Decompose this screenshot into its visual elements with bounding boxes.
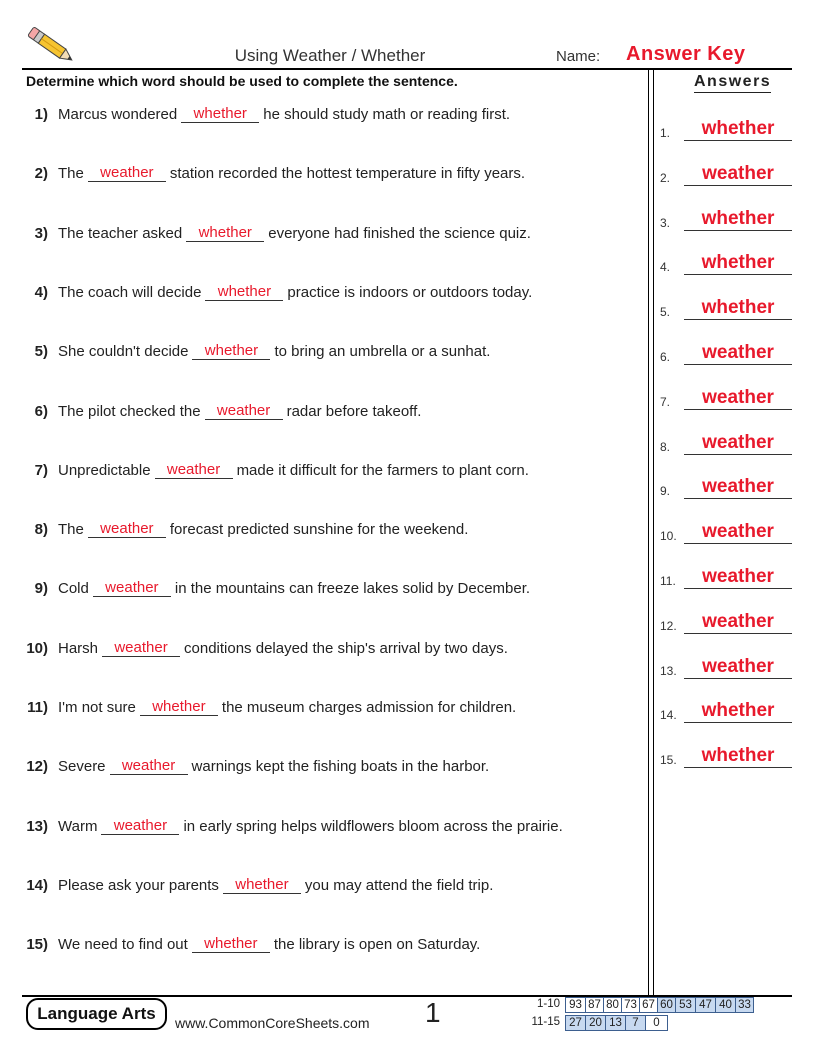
- answer-row: [660, 738, 792, 768]
- question-text-after: in early spring helps wildflowers bloom across the prairie.: [183, 817, 563, 835]
- question-text-before: I'm not sure: [58, 699, 136, 716]
- answer-number: 14.: [660, 708, 677, 723]
- answer-value: weather: [684, 656, 792, 679]
- page-number: 1: [425, 997, 441, 1028]
- answer-number: 6.: [660, 350, 671, 364]
- question-text-before: Cold: [58, 580, 89, 598]
- question-row: [22, 811, 563, 835]
- question-text-before: We need to find out: [58, 936, 188, 954]
- answer-row: [660, 290, 792, 320]
- question-text-after: to bring an umbrella or a sunhat.: [274, 343, 491, 361]
- site-url: www.CommonCoreSheets.com: [175, 1015, 370, 1031]
- question-text-after: made it difficult for the farmers to plant corn.: [236, 461, 529, 479]
- question-row: [22, 336, 490, 360]
- answer-value: weather: [684, 566, 792, 589]
- score-cell: 20: [585, 1015, 606, 1031]
- answer-blank: whether: [192, 342, 270, 360]
- answer-blank: weather: [88, 520, 166, 538]
- score-row-label: 1-10: [536, 998, 560, 1010]
- answer-row: [660, 111, 792, 141]
- answer-key-label: Answer Key: [626, 43, 746, 65]
- score-cell: 67: [639, 997, 658, 1013]
- answer-blank: weather: [205, 402, 283, 420]
- question-text-after: forecast predicted sunshine for the weekend.: [169, 521, 469, 539]
- question-text-after: station recorded the hottest temperature in fifty years.: [169, 165, 526, 183]
- subject-badge: Language Arts: [26, 998, 167, 1030]
- score-cell: 7: [625, 1015, 646, 1031]
- question-number: 4): [34, 283, 48, 301]
- question-text-after: everyone had finished the science quiz.: [268, 224, 531, 242]
- answer-row: [660, 380, 792, 410]
- column-divider: [653, 68, 654, 996]
- instructions: Determine which word should be used to complete the sentence.: [26, 73, 458, 89]
- question-row: [22, 751, 489, 775]
- answer-number: 2.: [660, 170, 671, 185]
- score-cell: 40: [715, 997, 736, 1013]
- question-text-before: Please ask your parents: [58, 876, 219, 894]
- answer-blank: weather: [93, 579, 171, 597]
- question-row: [22, 99, 510, 123]
- question-text-before: The: [58, 521, 84, 539]
- question-text-after: practice is indoors or outdoors today.: [287, 283, 533, 301]
- answer-number: 3.: [660, 215, 671, 230]
- question-row: [22, 158, 525, 182]
- question-text-after: you may attend the field trip.: [304, 876, 494, 894]
- answer-number: 13.: [660, 663, 677, 678]
- answer-value: weather: [684, 163, 792, 186]
- answer-number: 5.: [660, 305, 671, 320]
- score-cell: 33: [735, 997, 754, 1013]
- score-row: [566, 1015, 668, 1031]
- question-text-before: Severe: [58, 758, 106, 776]
- answer-row: [660, 245, 792, 275]
- pencil-icon: [22, 24, 80, 68]
- score-cell: 0: [645, 1015, 668, 1031]
- answer-value: weather: [684, 476, 792, 499]
- question-number: 1): [34, 106, 48, 123]
- answer-row: [660, 469, 792, 499]
- answer-number: 12.: [660, 618, 677, 633]
- score-cell: 53: [675, 997, 696, 1013]
- answer-row: [660, 156, 792, 186]
- question-text-before: She couldn't decide: [58, 343, 189, 361]
- question-number: 3): [34, 224, 48, 242]
- question-text-before: Warm: [58, 817, 98, 835]
- column-divider: [648, 68, 649, 996]
- question-row: [22, 218, 531, 242]
- answer-value: whether: [684, 252, 792, 275]
- question-text-before: The teacher asked: [58, 224, 183, 242]
- question-row: [22, 692, 516, 716]
- question-row: [22, 573, 530, 597]
- score-cell: 60: [657, 997, 676, 1013]
- name-label: Name:: [556, 48, 601, 65]
- question-text-after: conditions delayed the ship's arrival by two days.: [184, 639, 508, 657]
- answer-blank: whether: [205, 283, 283, 301]
- answer-number: 4.: [660, 260, 671, 275]
- question-text-after: the museum charges admission for children.: [221, 699, 517, 716]
- question-row: [22, 514, 468, 538]
- question-text-before: The pilot checked the: [58, 402, 201, 420]
- answer-row: [660, 201, 792, 231]
- question-number: 12): [26, 758, 48, 776]
- answer-row: [660, 514, 792, 544]
- question-text-after: he should study math or reading first.: [263, 106, 511, 123]
- answer-value: weather: [684, 611, 792, 634]
- score-cell: 87: [585, 997, 604, 1013]
- score-cell: 27: [565, 1015, 586, 1031]
- answer-blank: weather: [102, 639, 180, 657]
- question-row: [22, 929, 480, 953]
- answer-row: [660, 425, 792, 455]
- answer-blank: weather: [155, 461, 233, 479]
- answer-value: whether: [684, 745, 792, 768]
- question-text-before: Unpredictable: [58, 461, 151, 479]
- answer-blank: whether: [140, 698, 218, 716]
- question-text-before: Marcus wondered: [58, 106, 178, 123]
- score-row: [566, 997, 754, 1013]
- answer-value: whether: [684, 208, 792, 231]
- question-number: 13): [26, 817, 48, 835]
- question-number: 14): [26, 876, 48, 894]
- question-number: 5): [34, 343, 48, 361]
- answer-blank: weather: [110, 757, 188, 775]
- question-number: 9): [34, 580, 48, 598]
- question-text-after: warnings kept the fishing boats in the harbor.: [191, 758, 490, 776]
- answer-blank: whether: [192, 935, 270, 953]
- answer-blank: weather: [101, 817, 179, 835]
- answer-number: 8.: [660, 439, 671, 454]
- top-divider: [22, 68, 792, 70]
- question-row: [22, 455, 529, 479]
- answer-row: [660, 693, 792, 723]
- question-row: [22, 870, 493, 894]
- question-row: [22, 396, 421, 420]
- answer-value: weather: [684, 342, 792, 365]
- score-cell: 47: [695, 997, 716, 1013]
- score-cell: 93: [565, 997, 586, 1013]
- answer-value: whether: [684, 118, 792, 141]
- question-text-after: the library is open on Saturday.: [273, 936, 481, 954]
- question-number: 2): [34, 165, 48, 183]
- question-number: 8): [34, 521, 48, 539]
- answer-number: 11.: [660, 574, 676, 588]
- answer-number: 7.: [660, 394, 671, 409]
- answer-value: whether: [684, 700, 792, 723]
- score-cell: 80: [603, 997, 622, 1013]
- score-cell: 73: [621, 997, 640, 1013]
- answer-blank: weather: [88, 164, 166, 182]
- answer-row: [660, 604, 792, 634]
- question-row: [22, 633, 508, 657]
- answer-value: whether: [684, 297, 792, 320]
- answer-value: weather: [684, 387, 792, 410]
- question-number: 7): [34, 461, 48, 479]
- answer-value: weather: [684, 521, 792, 544]
- answer-number: 9.: [660, 484, 671, 499]
- score-cell: 13: [605, 1015, 626, 1031]
- question-text-before: The: [58, 165, 84, 183]
- question-text-before: Harsh: [58, 639, 99, 657]
- answer-row: [660, 649, 792, 679]
- question-number: 10): [26, 639, 48, 657]
- question-text-before: The coach will decide: [58, 283, 202, 301]
- question-text-after: in the mountains can freeze lakes solid by December.: [174, 580, 531, 598]
- answer-blank: whether: [223, 876, 301, 894]
- question-number: 15): [26, 936, 48, 954]
- page-title: Using Weather / Whether: [234, 46, 426, 65]
- question-row: [22, 277, 532, 301]
- answer-number: 10.: [660, 529, 677, 544]
- question-text-after: radar before takeoff.: [286, 402, 422, 420]
- question-number: 6): [34, 402, 48, 420]
- answer-row: [660, 335, 792, 365]
- answer-number: 15.: [660, 753, 677, 768]
- answers-heading: Answers: [694, 73, 771, 93]
- answer-blank: whether: [181, 105, 259, 123]
- score-row-label: 11-15: [531, 1016, 560, 1028]
- answer-row: [660, 559, 792, 589]
- answer-number: 1.: [660, 126, 671, 140]
- answer-value: weather: [684, 432, 792, 455]
- question-number: 11): [27, 699, 48, 716]
- answer-blank: whether: [186, 224, 264, 242]
